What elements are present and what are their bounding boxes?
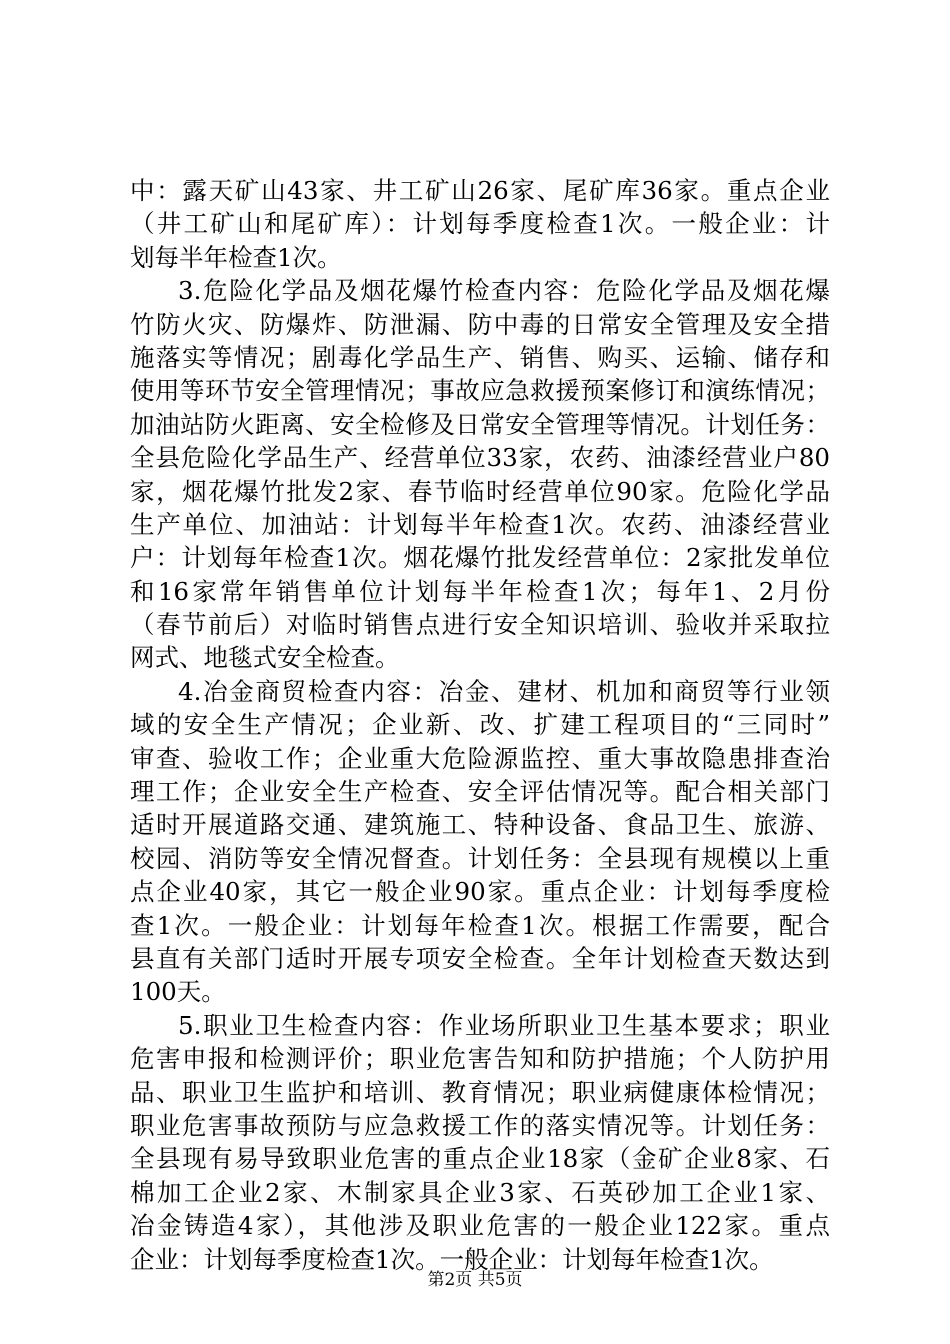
text-line: 全县危险化学品生产、经营单位33家，农药、油漆经营业户80	[130, 443, 830, 473]
text-line: 竹防火灾、防爆炸、防泄漏、防中毒的日常安全管理及安全措	[130, 309, 830, 339]
text-line: 使用等环节安全管理情况；事故应急救援预案修订和演练情况；	[130, 376, 830, 406]
text-line: 危害申报和检测评价；职业危害告知和防护措施；个人防护用	[130, 1044, 830, 1074]
text-line: 理工作；企业安全生产检查、安全评估情况等。配合相关部门	[130, 777, 830, 807]
text-line: 点企业40家，其它一般企业90家。重点企业：计划每季度检	[130, 877, 830, 907]
text-line: 3.危险化学品及烟花爆竹检查内容：危险化学品及烟花爆	[178, 276, 830, 306]
text-line: 校园、消防等安全情况督查。计划任务：全县现有规模以上重	[130, 843, 830, 873]
text-line: 4.冶金商贸检查内容：冶金、建材、机加和商贸等行业领	[178, 676, 830, 706]
text-line: 生产单位、加油站：计划每半年检查1次。农药、油漆经营业	[130, 509, 830, 539]
text-line: 企业：计划每季度检查1次。一般企业：计划每年检查1次。	[130, 1244, 774, 1274]
text-line: 职业危害事故预防与应急救援工作的落实情况等。计划任务：	[130, 1110, 830, 1140]
text-line: （春节前后）对临时销售点进行安全知识培训、验收并采取拉	[130, 610, 830, 640]
text-line: 和16家常年销售单位计划每半年检查1次；每年1、2月份	[130, 576, 830, 606]
text-line: 网式、地毯式安全检查。	[130, 643, 400, 673]
text-line: 审查、验收工作；企业重大危险源监控、重大事故隐患排查治	[130, 743, 830, 773]
text-line: 县直有关部门适时开展专项安全检查。全年计划检查天数达到	[130, 943, 830, 973]
text-line: 棉加工企业2家、木制家具企业3家、石英砂加工企业1家、	[130, 1177, 830, 1207]
text-line: 域的安全生产情况；企业新、改、扩建工程项目的“三同时”	[130, 710, 830, 740]
text-line: 中：露天矿山43家、井工矿山26家、尾矿库36家。重点企业	[130, 176, 830, 205]
text-line: 划每半年检查1次。	[130, 242, 342, 272]
page-footer: 第2页 共5页	[427, 1270, 523, 1290]
document-body	[130, 174, 830, 1276]
text-line: 5.职业卫生检查内容：作业场所职业卫生基本要求；职业	[178, 1010, 830, 1040]
text-line: 100天。	[130, 977, 226, 1007]
text-line: 品、职业卫生监护和培训、教育情况；职业病健康体检情况；	[130, 1077, 830, 1107]
text-line: 全县现有易导致职业危害的重点企业18家（金矿企业8家、石	[130, 1144, 830, 1174]
text-line: 查1次。一般企业：计划每年检查1次。根据工作需要，配合	[130, 910, 830, 940]
text-line: 加油站防火距离、安全检修及日常安全管理等情况。计划任务：	[130, 409, 830, 439]
text-line: 冶金铸造4家），其他涉及职业危害的一般企业122家。重点	[130, 1211, 830, 1241]
text-line: 户：计划每年检查1次。烟花爆竹批发经营单位：2家批发单位	[130, 543, 830, 573]
text-line: 施落实等情况；剧毒化学品生产、销售、购买、运输、储存和	[130, 342, 830, 372]
text-line: （井工矿山和尾矿库）：计划每季度检查1次。一般企业：计	[130, 209, 830, 239]
text-line: 适时开展道路交通、建筑施工、特种设备、食品卫生、旅游、	[130, 810, 830, 840]
text-line: 家，烟花爆竹批发2家、春节临时经营单位90家。危险化学品	[130, 476, 830, 506]
